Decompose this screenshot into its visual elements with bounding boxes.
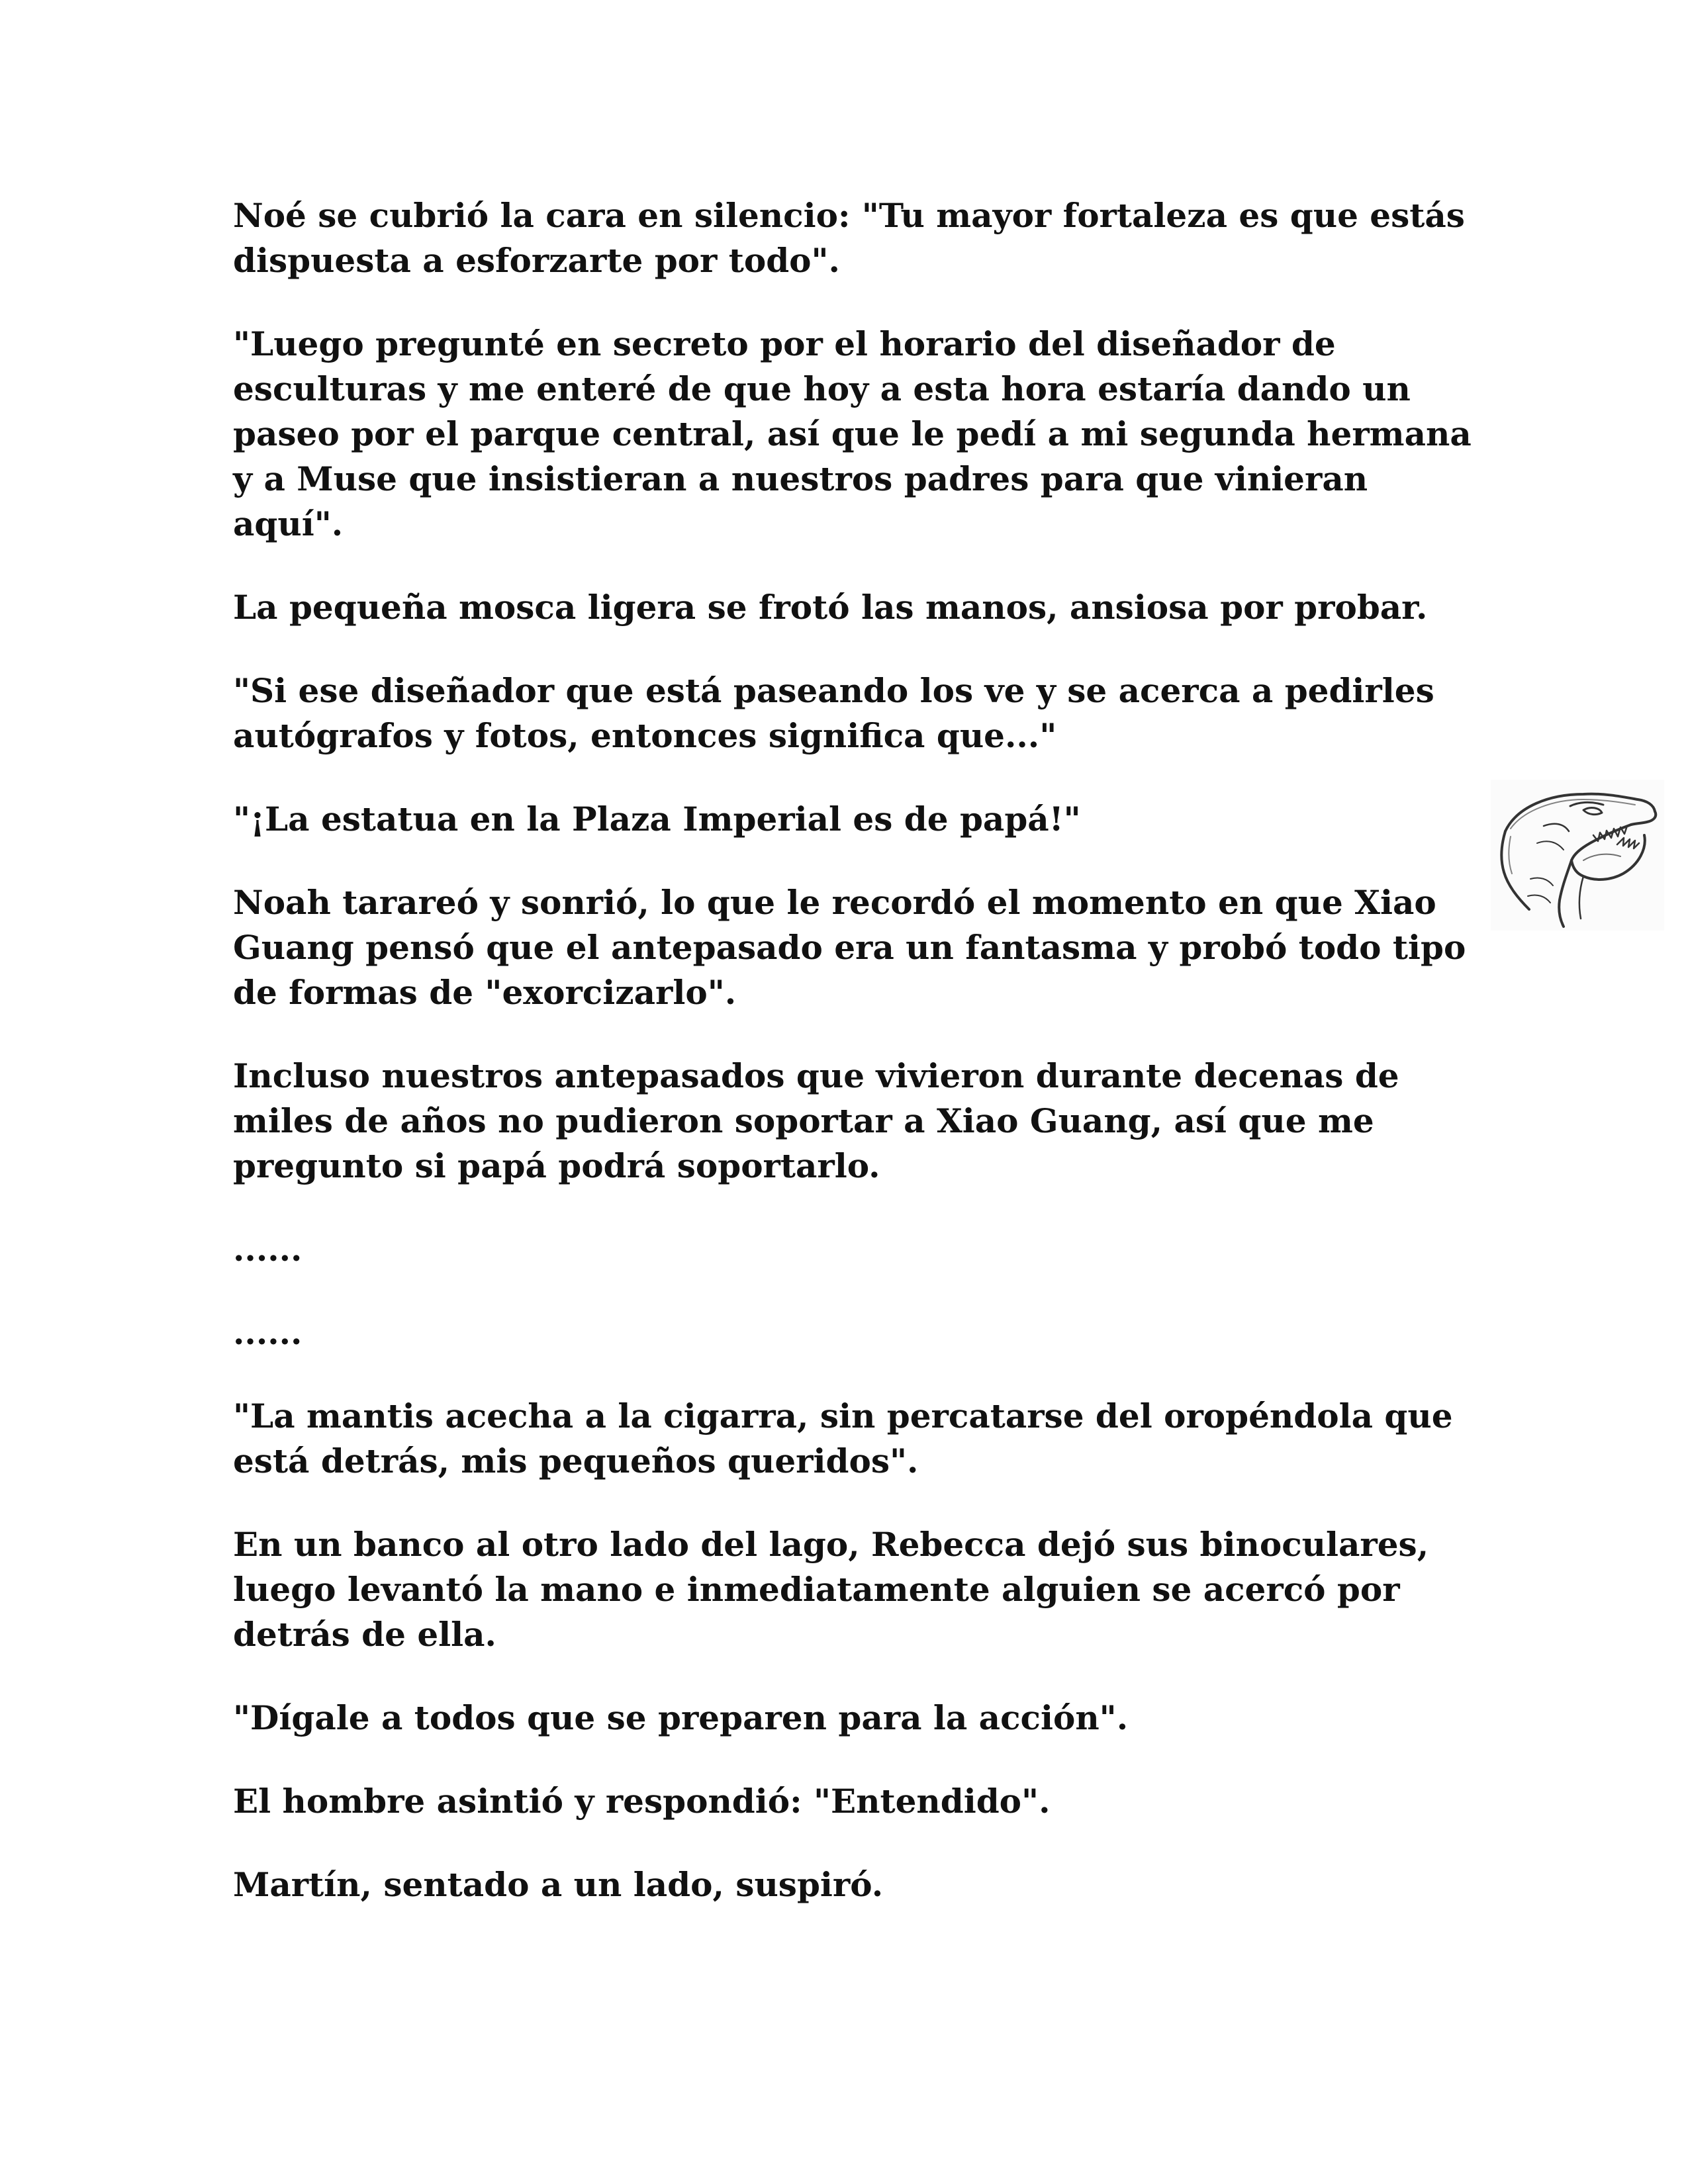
- paragraph-3: La pequeña mosca ligera se frotó las manos, ansiosa por probar.: [233, 588, 1428, 627]
- document-body: [233, 193, 1477, 1946]
- paragraph-7: Incluso nuestros antepasados que vivieron durante decenas de miles de años no pudieron soportar a Xiao Guang, así que me pregunto si papá podrá soportarlo.: [233, 1056, 1399, 1185]
- paragraph-5: "¡La estatua en la Plaza Imperial es de papá!": [233, 799, 1081, 839]
- dinosaur-head-icon: [1491, 780, 1664, 931]
- paragraph-11: El hombre asintió y respondió: "Entendido".: [233, 1782, 1051, 1821]
- paragraph-8: "La mantis acecha a la cigarra, sin percatarse del oropéndola que está detrás, mis pequeños queridos".: [233, 1396, 1453, 1480]
- paragraph-1: Noé se cubrió la cara en silencio: "Tu mayor fortaleza es que estás dispuesta a esforzarte por todo".: [233, 196, 1465, 280]
- paragraph-9: En un banco al otro lado del lago, Rebecca dejó sus binoculares, luego levantó la mano e inmediatamente alguien se acercó por detrás de ella.: [233, 1525, 1429, 1654]
- paragraph-10: "Dígale a todos que se preparen para la acción".: [233, 1698, 1129, 1737]
- paragraph-4: "Si ese diseñador que está paseando los ve y se acerca a pedirles autógrafos y fotos, entonces significa que...": [233, 671, 1434, 755]
- scene-break-1: ......: [233, 1230, 303, 1269]
- paragraph-2: "Luego pregunté en secreto por el horario del diseñador de esculturas y me enteré de que hoy a esta hora estaría dando un paseo por el parque central, así que le pedí a mi segunda hermana y a Muse que insistieran a nuestros padres para que vinieran aquí".: [233, 324, 1472, 543]
- paragraph-12: Martín, sentado a un lado, suspiró.: [233, 1865, 884, 1904]
- scene-break-2: ......: [233, 1313, 303, 1352]
- paragraph-6: Noah tarareó y sonrió, lo que le recordó el momento en que Xiao Guang pensó que el antepasado era un fantasma y probó todo tipo de formas de "exorcizarlo".: [233, 883, 1466, 1012]
